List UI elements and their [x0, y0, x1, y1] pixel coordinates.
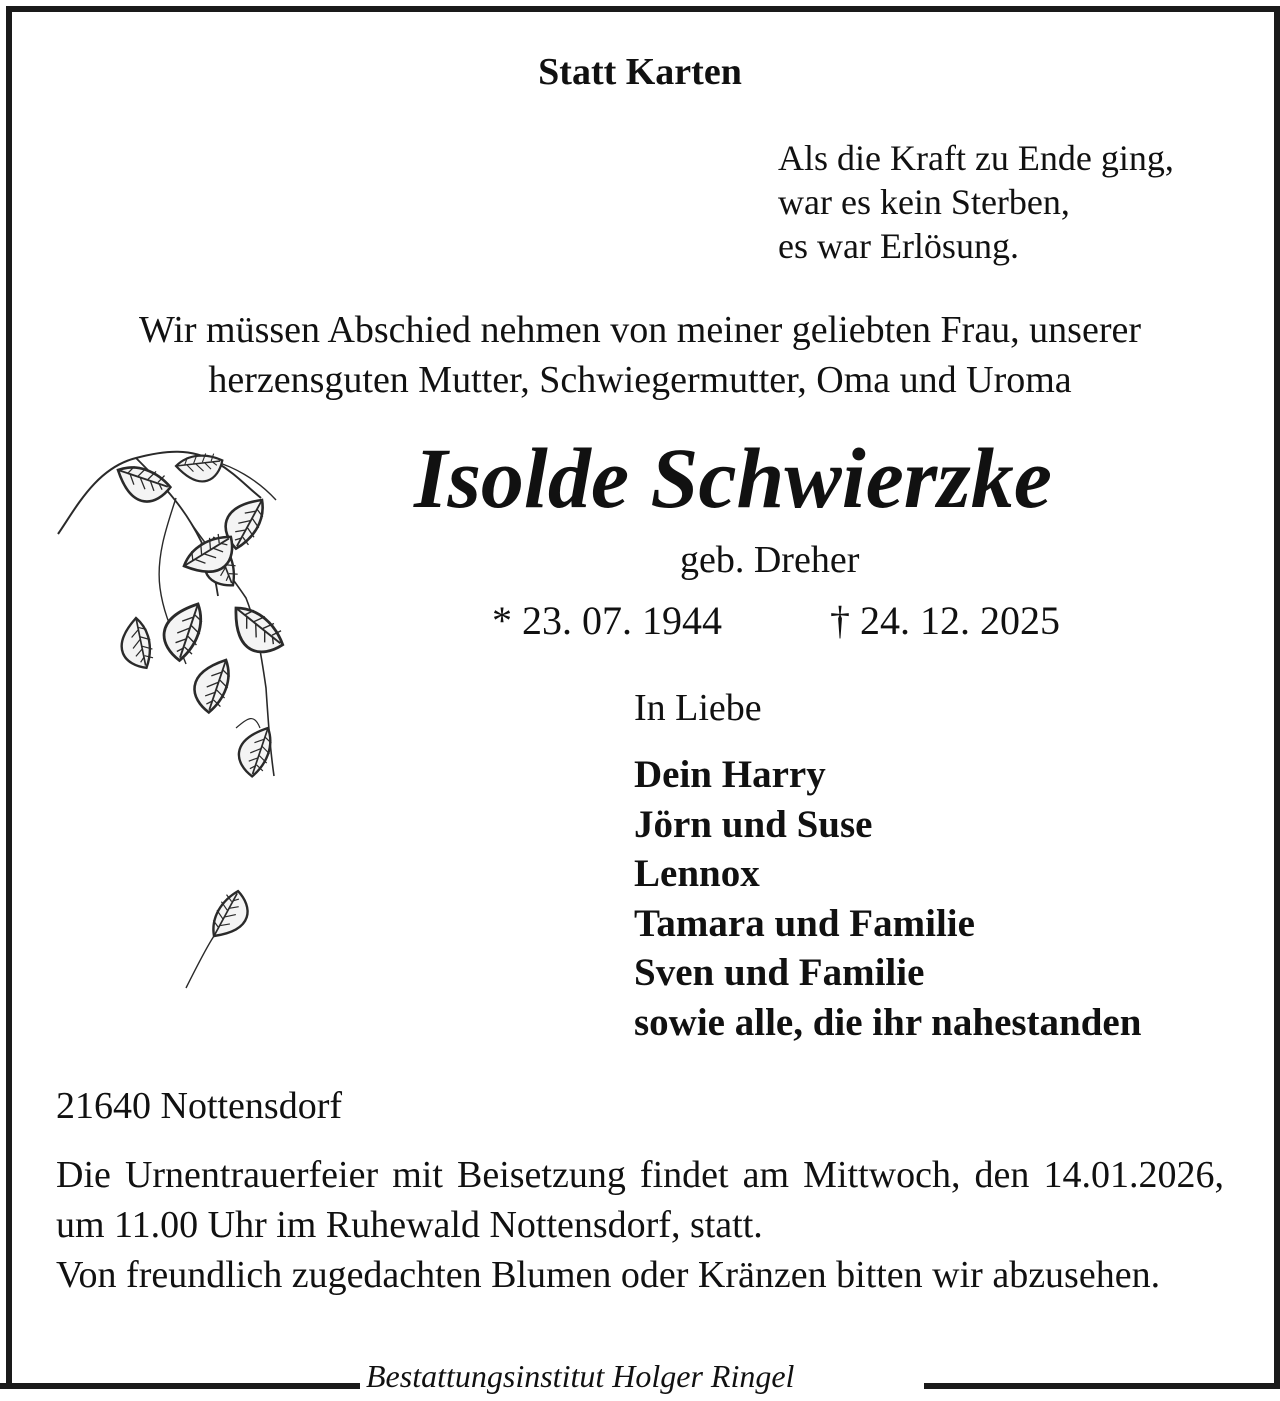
poem-line: war es kein Sterben, — [778, 182, 1070, 222]
mourner-name: Dein Harry — [634, 753, 826, 796]
mourner-name: Lennox — [634, 852, 760, 896]
bottom-rule-left — [0, 1383, 360, 1389]
mourner-name: Jörn und Suse — [634, 802, 873, 846]
funeral-notice-paragraph: Von freundlich zugedachten Blumen oder Kränzen bitten wir abzusehen. — [56, 1254, 1161, 1296]
heading-statt-karten: Statt Karten — [538, 51, 742, 93]
mourner-name: Sven und Familie — [634, 951, 925, 995]
in-love-line: In Liebe — [634, 687, 762, 729]
funeral-notice-paragraph: Die Urnentrauerfeier mit Beisetzung findet am Mittwoch, den 14.01.2026, um 11.00 Uhr im Ruhewald Nottensdorf, statt. — [56, 1154, 1224, 1246]
deceased-name: Isolde Schwierzke — [414, 430, 1052, 526]
funeral-notice — [56, 1150, 1224, 1300]
death-date: † 24. 12. 2025 — [830, 598, 1060, 643]
maiden-name: geb. Dreher — [680, 539, 860, 581]
poem-line: Als die Kraft zu Ende ging, — [778, 138, 1174, 178]
intro-text — [0, 305, 1280, 405]
mourner-name: Tamara und Familie — [634, 901, 975, 945]
bottom-rule-right — [924, 1383, 1280, 1389]
poem-verse — [778, 136, 1174, 268]
birth-date: * 23. 07. 1944 — [492, 598, 722, 643]
poem-line: es war Erlösung. — [778, 226, 1019, 266]
funeral-home-name: Bestattungsinstitut Holger Ringel — [366, 1358, 795, 1394]
intro-line: herzensguten Mutter, Schwiegermutter, Oma und Uroma — [208, 359, 1072, 401]
intro-line: Wir müssen Abschied nehmen von meiner geliebten Frau, unserer — [138, 309, 1142, 351]
mourners-list — [634, 750, 1141, 1048]
birch-branch-illustration-icon — [56, 428, 328, 1026]
mourner-name: sowie alle, die ihr nahestanden — [634, 1000, 1142, 1044]
address: 21640 Nottensdorf — [56, 1085, 343, 1127]
